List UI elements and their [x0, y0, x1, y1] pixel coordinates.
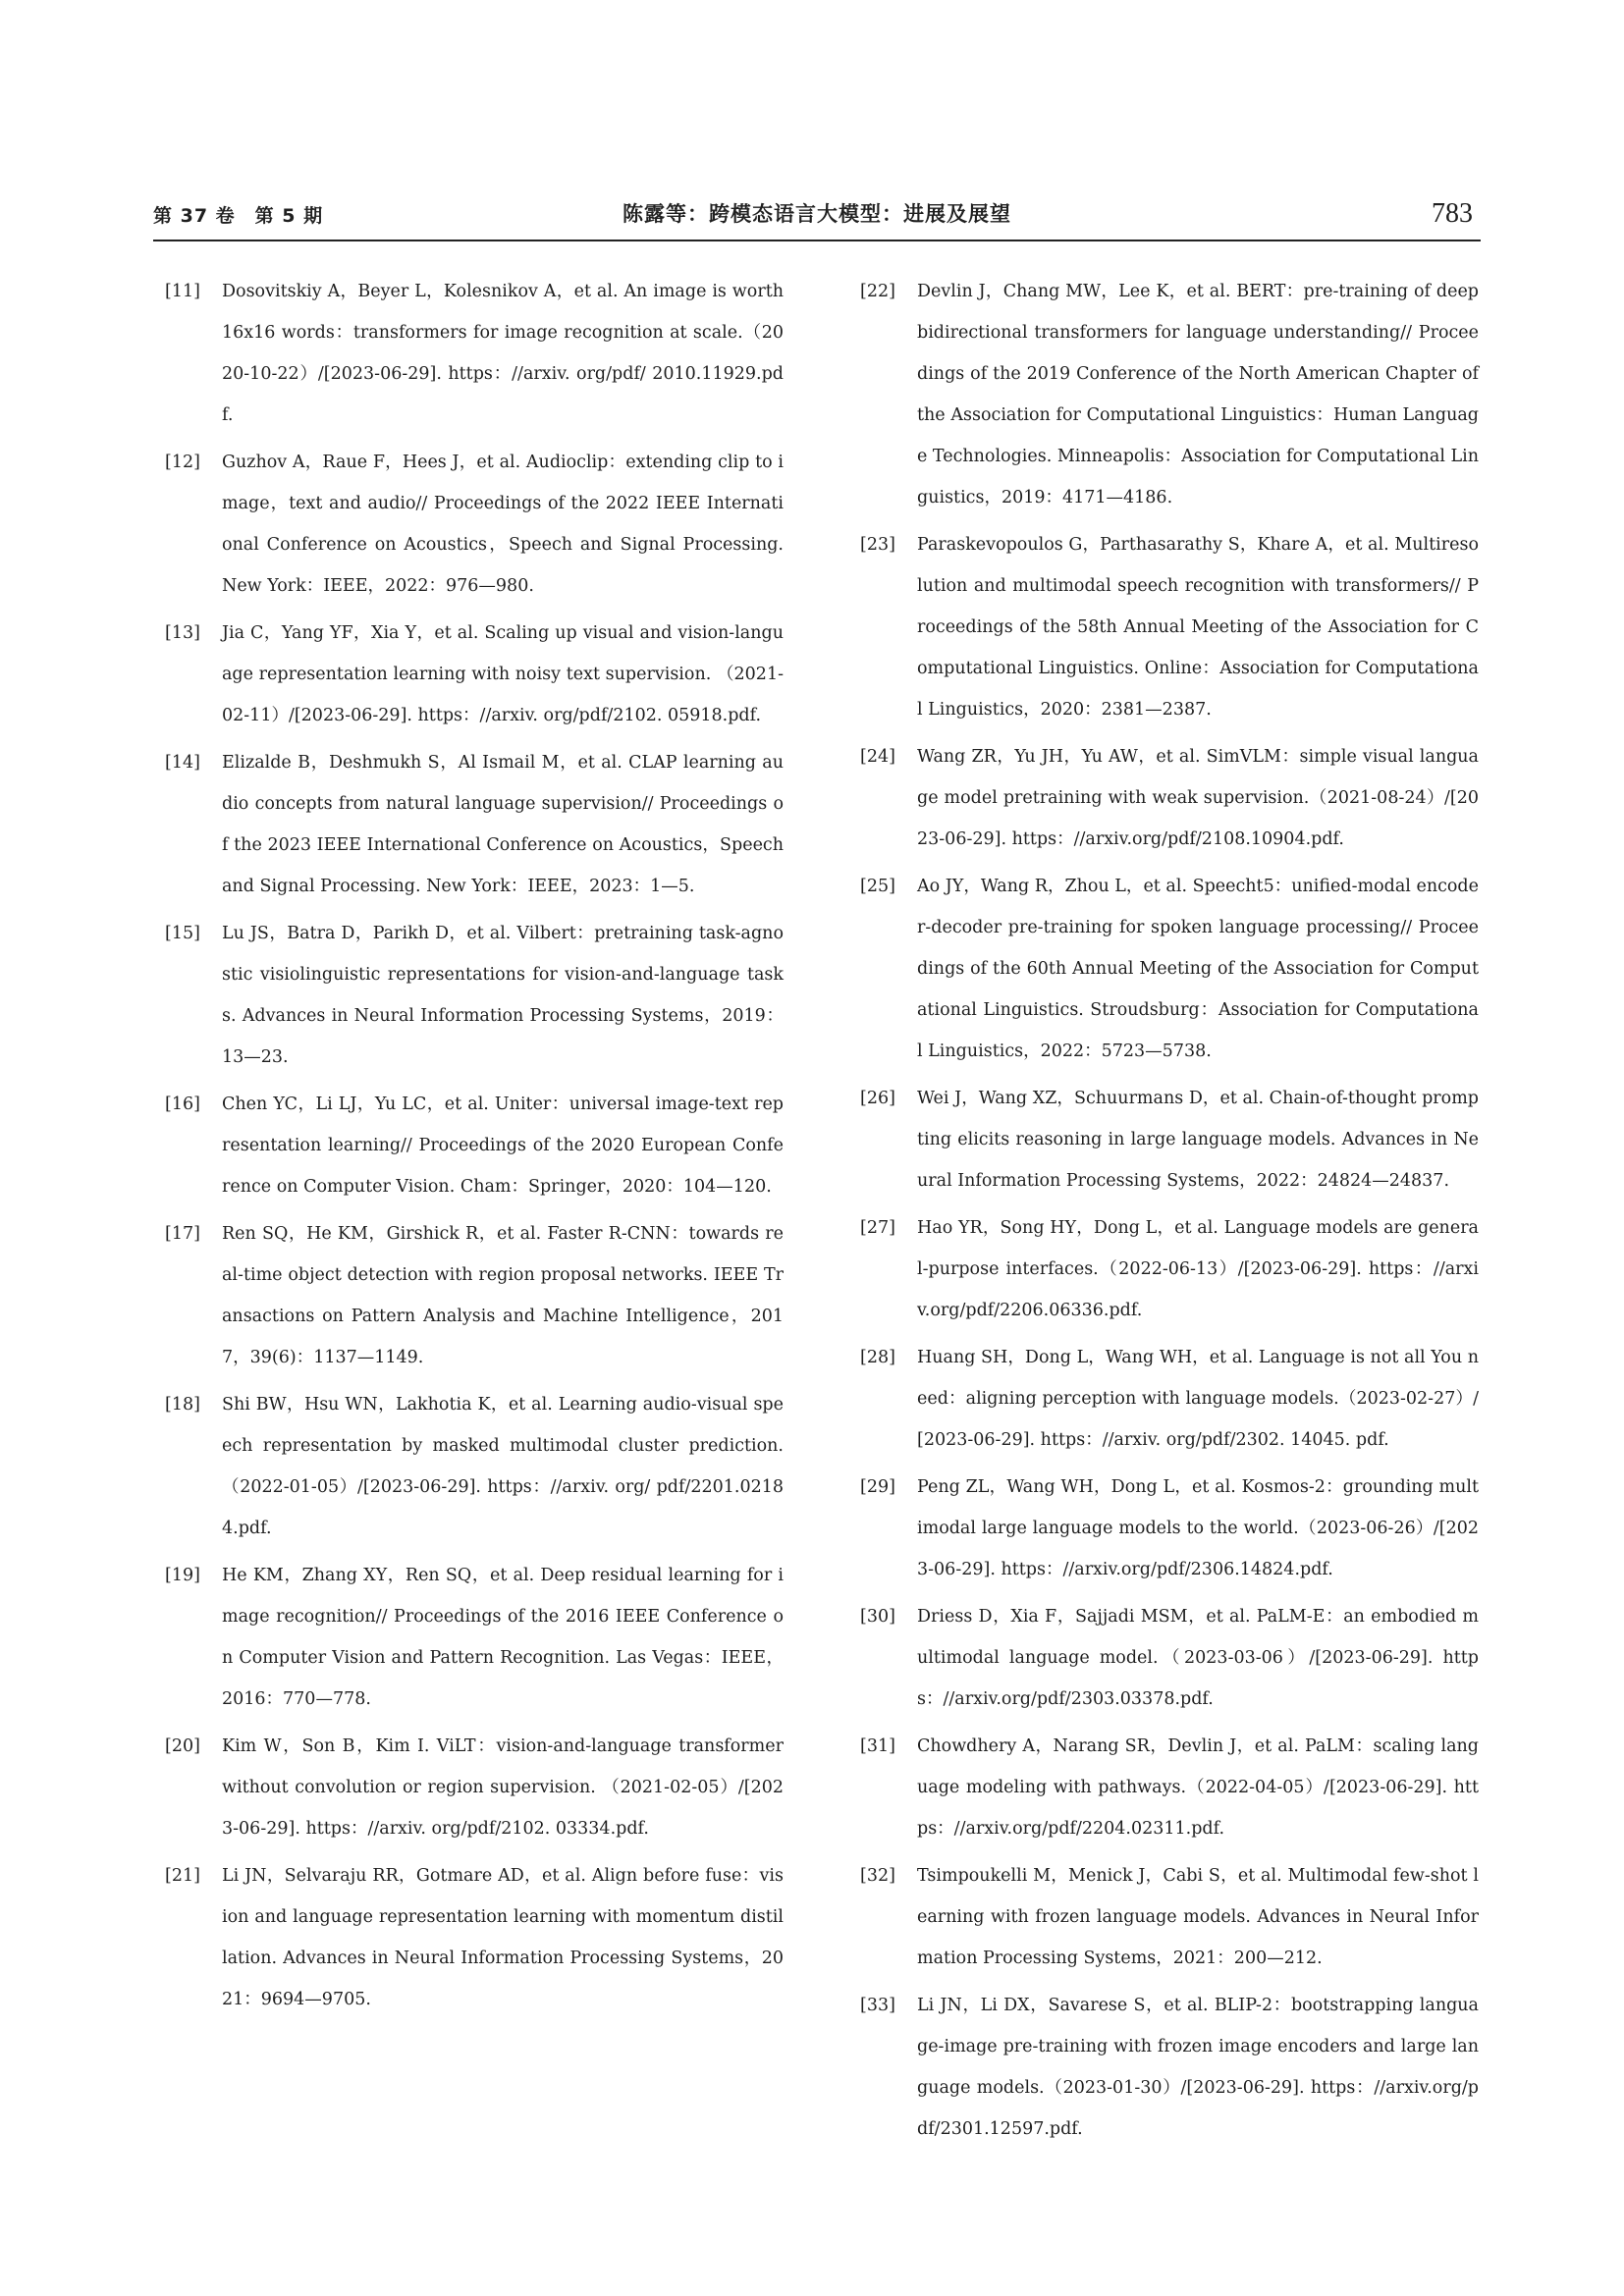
- reference-text: Paraskevopoulos G，Parthasarathy S，Khare A，et al. Multiresolution and multimodal speech recognition with transformers// Proceedings of the 58th Annual Meeting of the Association for Computational Linguistics. Online：Association for Computational Linguistics，2020：2381—2387.: [917, 535, 1479, 720]
- reference-entry: [165, 1726, 784, 1849]
- reference-text: Devlin J，Chang MW，Lee K，et al. BERT：pre-training of deep bidirectional transformers for language understanding// Proceedings of the 2019 Conference of the North American Chapter of the Association for Computational Linguistics：Human Language Technologies. Minneapolis：Association for Computational Linguistics，2019：4171—4186.: [917, 282, 1480, 507]
- reference-entry: [860, 866, 1479, 1072]
- reference-entry: [165, 1084, 784, 1207]
- volume-issue-label: 第 37 卷 第 5 期: [153, 205, 324, 227]
- reference-text: Jia C，Yang YF，Xia Y，et al. Scaling up visual and vision-language representation learning with noisy text supervision. （2021-02-11）/[2023-06-29]. https：//arxiv. org/pdf/2102. 05918.pdf.: [222, 623, 784, 725]
- reference-number: [23]: [860, 535, 895, 555]
- reference-entry: [860, 271, 1479, 518]
- reference-text: Dosovitskiy A，Beyer L，Kolesnikov A，et al. An image is worth 16x16 words：transformers for image recognition at scale.（2020-10-22）/[2023-06-29]. https：//arxiv. org/pdf/ 2010.11929.pdf.: [222, 282, 784, 425]
- reference-number: [12]: [165, 453, 200, 472]
- reference-number: [33]: [860, 1996, 895, 2015]
- reference-entry: [860, 524, 1479, 730]
- reference-number: [31]: [860, 1736, 895, 1756]
- reference-entry: [165, 442, 784, 607]
- reference-entry: [860, 1207, 1479, 1331]
- reference-text: Li JN，Selvaraju RR，Gotmare AD，et al. Align before fuse：vision and language representation learning with momentum distillation. Advances in Neural Information Processing Systems，2021：9694—9705.: [222, 1866, 784, 2009]
- references-left-column: [165, 271, 784, 2026]
- reference-entry: [860, 1596, 1479, 1720]
- reference-number: [28]: [860, 1348, 895, 1367]
- reference-text: Hao YR，Song HY，Dong L，et al. Language models are general-purpose interfaces.（2022-06-13）/[2023-06-29]. https：//arxiv.org/pdf/2206.06336.pdf.: [917, 1218, 1479, 1320]
- reference-text: Elizalde B，Deshmukh S，Al Ismail M，et al. CLAP learning audio concepts from natural language supervision// Proceedings of the 2023 IEEE International Conference on Acoustics，Speech and Signal Processing. New York：IEEE，2023：1—5.: [222, 753, 784, 896]
- reference-text: Wei J，Wang XZ，Schuurmans D，et al. Chain-of-thought prompting elicits reasoning in large language models. Advances in Neural Information Processing Systems，2022：24824—24837.: [917, 1089, 1479, 1191]
- reference-text: Shi BW，Hsu WN，Lakhotia K，et al. Learning audio-visual speech representation by masked multimodal cluster prediction.（2022-01-05）/[2023-06-29]. https：//arxiv. org/ pdf/2201.02184.pdf.: [222, 1395, 784, 1538]
- reference-text: Lu JS，Batra D，Parikh D，et al. Vilbert：pretraining task-agnostic visiolinguistic representations for vision-and-language tasks. Advances in Neural Information Processing Systems，2019：13—23.: [222, 924, 784, 1067]
- reference-text: Kim W，Son B，Kim I. ViLT：vision-and-language transformer without convolution or region supervision. （2021-02-05）/[2023-06-29]. https：//arxiv. org/pdf/2102. 03334.pdf.: [222, 1736, 784, 1839]
- references-right-column: [860, 271, 1479, 2156]
- reference-entry: [860, 1855, 1479, 1979]
- reference-number: [22]: [860, 282, 895, 301]
- reference-entry: [165, 613, 784, 736]
- reference-entry: [165, 913, 784, 1078]
- reference-number: [17]: [165, 1224, 200, 1244]
- running-header: [153, 192, 1481, 241]
- reference-text: Ren SQ，He KM，Girshick R，et al. Faster R-CNN：towards real-time object detection with region proposal networks. IEEE Transactions on Pattern Analysis and Machine Intelligence，2017，39(6)：1137—1149.: [222, 1224, 784, 1367]
- page-number: 783: [1432, 198, 1473, 229]
- reference-entry: [165, 1384, 784, 1549]
- reference-number: [13]: [165, 623, 200, 643]
- reference-number: [15]: [165, 924, 200, 943]
- reference-entry: [860, 1337, 1479, 1461]
- reference-text: Chen YC，Li LJ，Yu LC，et al. Uniter：universal image-text representation learning// Proceedings of the 2020 European Conference on Computer Vision. Cham：Springer，2020：104—120.: [222, 1095, 784, 1197]
- reference-text: Huang SH，Dong L，Wang WH，et al. Language is not all You need：aligning perception with language models.（2023-02-27）/[2023-06-29]. https：//arxiv. org/pdf/2302. 14045. pdf.: [917, 1348, 1479, 1450]
- reference-number: [16]: [165, 1095, 200, 1114]
- reference-number: [19]: [165, 1566, 200, 1585]
- reference-text: Driess D，Xia F，Sajjadi MSM，et al. PaLM-E：an embodied multimodal language model.（2023-03-06）/[2023-06-29]. https：//arxiv.org/pdf/2303.03378.pdf.: [917, 1607, 1479, 1709]
- reference-entry: [860, 1726, 1479, 1849]
- reference-text: Wang ZR，Yu JH，Yu AW，et al. SimVLM：simple visual language model pretraining with weak supervision.（2021-08-24）/[2023-06-29]. https：//arxiv.org/pdf/2108.10904.pdf.: [917, 747, 1479, 849]
- reference-text: Ao JY，Wang R，Zhou L，et al. Speecht5：unified-modal encoder-decoder pre-training for spoken language processing// Proceedings of the 60th Annual Meeting of the Association for Computational Linguistics. Stroudsburg：Association for Computational Linguistics，2022：5723—5738.: [917, 877, 1479, 1061]
- reference-number: [27]: [860, 1218, 895, 1238]
- reference-number: [26]: [860, 1089, 895, 1108]
- reference-number: [18]: [165, 1395, 200, 1415]
- reference-number: [24]: [860, 747, 895, 767]
- reference-number: [29]: [860, 1477, 895, 1497]
- reference-number: [32]: [860, 1866, 895, 1886]
- reference-text: Tsimpoukelli M，Menick J，Cabi S，et al. Multimodal few-shot learning with frozen language models. Advances in Neural Information Processing Systems，2021：200—212.: [917, 1866, 1479, 1968]
- reference-number: [25]: [860, 877, 895, 896]
- reference-number: [20]: [165, 1736, 200, 1756]
- reference-text: Li JN，Li DX，Savarese S，et al. BLIP-2：bootstrapping language-image pre-training with frozen image encoders and large language models.（2023-01-30）/[2023-06-29]. https：//arxiv.org/pdf/2301.12597.pdf.: [917, 1996, 1479, 2139]
- reference-text: Chowdhery A，Narang SR，Devlin J，et al. PaLM：scaling language modeling with pathways.（2022-04-05）/[2023-06-29]. https：//arxiv.org/pdf/2204.02311.pdf.: [917, 1736, 1479, 1839]
- reference-number: [21]: [165, 1866, 200, 1886]
- reference-number: [30]: [860, 1607, 895, 1627]
- reference-entry: [860, 736, 1479, 860]
- reference-entry: [165, 1213, 784, 1378]
- reference-entry: [165, 742, 784, 907]
- reference-entry: [165, 271, 784, 436]
- reference-text: Peng ZL，Wang WH，Dong L，et al. Kosmos-2：grounding multimodal large language models to the world.（2023-06-26）/[2023-06-29]. https：//arxiv.org/pdf/2306.14824.pdf.: [917, 1477, 1479, 1579]
- reference-number: [14]: [165, 753, 200, 773]
- reference-entry: [860, 1985, 1479, 2150]
- reference-entry: [860, 1467, 1479, 1590]
- reference-entry: [165, 1555, 784, 1720]
- running-title: 陈露等：跨模态语言大模型：进展及展望: [623, 202, 1011, 226]
- reference-number: [11]: [165, 282, 200, 301]
- reference-text: He KM，Zhang XY，Ren SQ，et al. Deep residual learning for image recognition// Proceedings of the 2016 IEEE Conference on Computer Vision and Pattern Recognition. Las Vegas：IEEE，2016：770—778.: [222, 1566, 784, 1709]
- reference-entry: [165, 1855, 784, 2020]
- reference-text: Guzhov A，Raue F，Hees J，et al. Audioclip：extending clip to image，text and audio// Proceedings of the 2022 IEEE International Conference on Acoustics，Speech and Signal Processing. New York：IEEE，2022：976—980.: [222, 453, 784, 596]
- reference-entry: [860, 1078, 1479, 1201]
